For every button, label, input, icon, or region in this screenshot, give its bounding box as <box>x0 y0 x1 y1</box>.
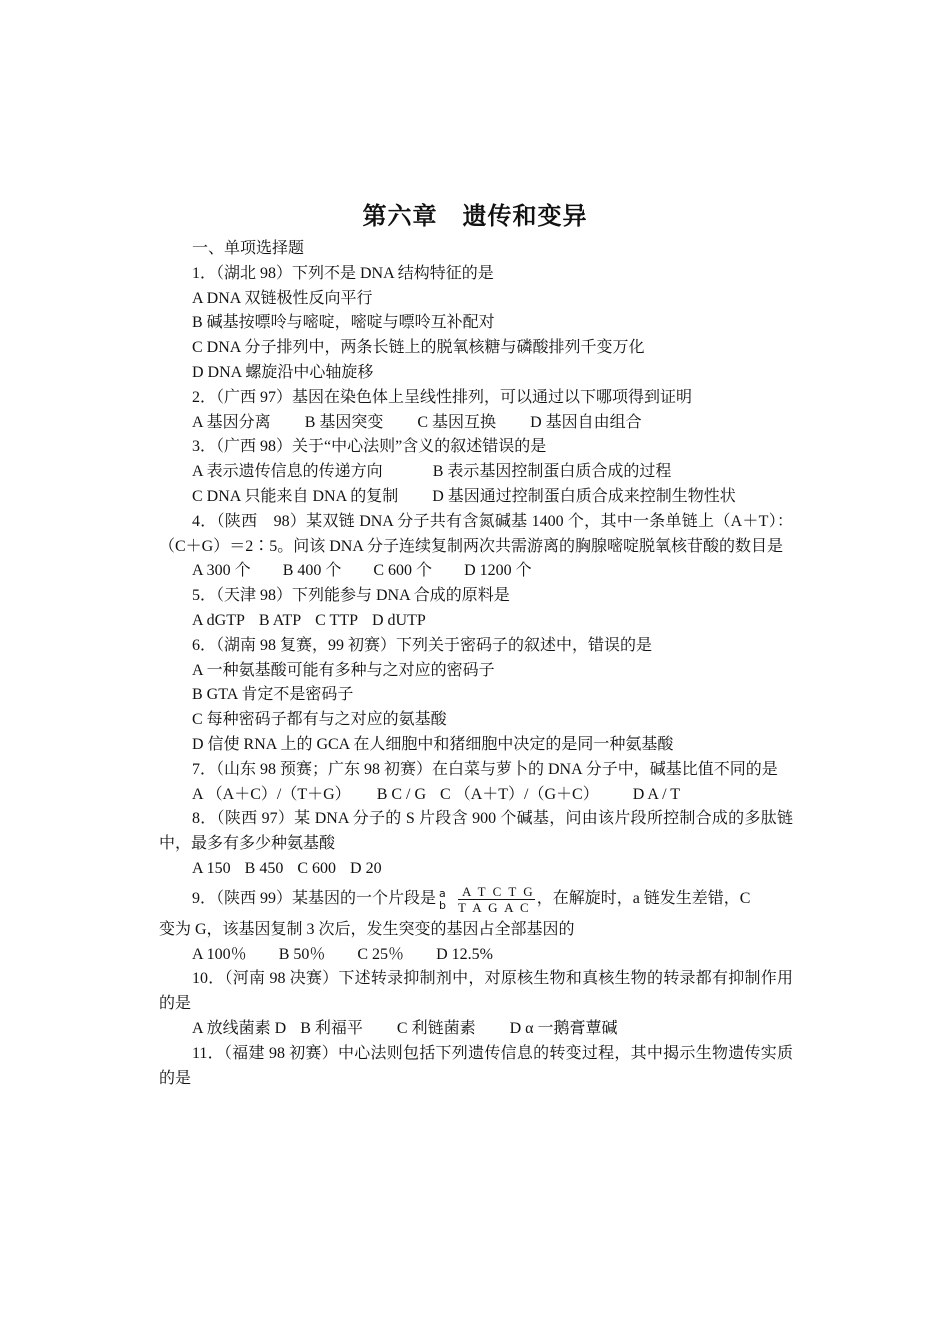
q8-option-a: A 150 <box>192 859 231 877</box>
q10-option-b: B 利福平 <box>300 1019 363 1037</box>
section-heading: 一、单项选择题 <box>192 240 305 257</box>
q7-options <box>159 783 793 808</box>
q7-option-a: A （A＋C）/（T＋G） <box>192 785 351 803</box>
q5-option-b: B ATP <box>258 611 302 629</box>
q3-option-c: C DNA 只能来自 DNA 的复制 <box>192 487 399 505</box>
q9-stem-after: ，在解旋时，a 链发生差错，C <box>536 890 751 908</box>
q2-option-b: B 基因突变 <box>304 413 384 431</box>
q5-option-d: D dUTP <box>371 611 426 629</box>
q3-option-b: B 表示基因控制蛋白质合成的过程 <box>432 463 672 481</box>
q8-options <box>159 857 793 882</box>
q9-stem-cont: 变为 G，该基因复制 3 次后，发生突变的基因占全部基因的 <box>159 920 575 938</box>
q1-option-c: C DNA 分子排列中，两条长链上的脱氧核糖与磷酸排列千变万化 <box>192 339 645 357</box>
q1-stem: 1．（湖北 98）下列不是 DNA 结构特征的是 <box>192 264 494 282</box>
strand-b-sequence: T A G A C <box>458 900 531 916</box>
q6-option-d: D 信使 RNA 上的 GCA 在人细胞中和猪细胞中决定的是同一种氨基酸 <box>192 735 674 753</box>
q5-stem: 5．（天津 98）下列能参与 DNA 合成的原料是 <box>192 587 510 605</box>
q4-option-a: A 300 个 <box>192 562 251 580</box>
q6-option-c: C 每种密码子都有与之对应的氨基酸 <box>192 711 447 729</box>
q10-option-c: C 利链菌素 <box>396 1019 476 1037</box>
q2-option-c: C 基因互换 <box>417 413 497 431</box>
q10-option-d: D α 一鹅膏蕈碱 <box>509 1019 618 1037</box>
q7-option-b: B C / G <box>376 785 427 803</box>
q9-options <box>159 943 793 968</box>
q2-options <box>159 411 793 436</box>
q5-option-c: C TTP <box>315 611 358 629</box>
q10-options <box>159 1017 793 1042</box>
q1-option-a: A DNA 双链极性反向平行 <box>192 289 373 307</box>
q9-option-b: B 50％ <box>278 945 326 963</box>
q3-options-row2 <box>159 485 793 510</box>
q8-option-d: D 20 <box>350 859 382 877</box>
dna-fragment-figure <box>439 884 535 915</box>
q9-stem <box>159 882 793 918</box>
strand-b-label: b <box>439 898 446 912</box>
strand-a-sequence: A T C T G <box>458 884 535 900</box>
q6-stem: 6．（湖南 98 复赛，99 初赛）下列关于密码子的叙述中，错误的是 <box>192 636 653 654</box>
q2-option-d: D 基因自由组合 <box>530 413 642 431</box>
q9-option-c: C 25％ <box>357 945 405 963</box>
question-list <box>159 237 793 1091</box>
q3-option-a: A 表示遗传信息的传递方向 <box>192 463 383 481</box>
q10-stem: 10．（河南 98 决赛）下述转录抑制剂中，对原核生物和真核生物的转录都有抑制作用的是 <box>159 970 793 1013</box>
q4-option-d: D 1200 个 <box>464 562 532 580</box>
q3-stem: 3．（广西 98）关于“中心法则”含义的叙述错误的是 <box>192 438 547 456</box>
q10-option-a: A 放线菌素 D <box>192 1019 287 1037</box>
q7-stem: 7．（山东 98 预赛；广东 98 初赛）在白菜与萝卜的 DNA 分子中，碱基比值不同的是 <box>192 760 778 778</box>
chapter-title: 第六章 遗传和变异 <box>362 204 588 230</box>
strand-a-label: a <box>439 886 446 900</box>
q4-options <box>159 559 793 584</box>
q11-stem: 11．（福建 98 初赛）中心法则包括下列遗传信息的转变过程，其中揭示生物遗传实质的是 <box>159 1044 793 1087</box>
q7-option-d: D A / T <box>632 785 680 803</box>
q1-option-b: B 碱基按嘌呤与嘧啶，嘧啶与嘌呤互补配对 <box>192 314 495 332</box>
q1-option-d: D DNA 螺旋沿中心轴旋移 <box>192 363 374 381</box>
q2-option-a: A 基因分离 <box>192 413 271 431</box>
q4-option-c: C 600 个 <box>373 562 433 580</box>
q2-stem: 2．（广西 97）基因在染色体上呈线性排列，可以通过以下哪项得到证明 <box>192 388 693 406</box>
q8-stem: 8．（陕西 97）某 DNA 分子的 S 片段含 900 个碱基，问由该片段所控制合成的多肽链中，最多有多少种氨基酸 <box>159 810 793 853</box>
q7-option-c: C （A＋T）/（G＋C） <box>440 785 599 803</box>
q5-option-a: A dGTP <box>192 611 245 629</box>
q8-option-c: C 600 <box>297 859 337 877</box>
q9-option-d: D 12.5% <box>436 945 493 963</box>
q3-option-d: D 基因通过控制蛋白质合成来控制生物性状 <box>432 487 736 505</box>
q4-option-b: B 400 个 <box>282 562 342 580</box>
q6-option-a: A 一种氨基酸可能有多种与之对应的密码子 <box>192 661 495 679</box>
q4-stem: 4．（陕西 98）某双链 DNA 分子共有含氮碱基 1400 个，其中一条单链上（A＋T）：（C＋G）＝2∶5。问该 DNA 分子连续复制两次共需游离的胸腺嘧啶脱氧核苷酸的数目是 <box>159 512 793 555</box>
q3-options-row1 <box>159 460 793 485</box>
q9-option-a: A 100％ <box>192 945 247 963</box>
q9-stem-before: 9．（陕西 99）某基因的一个片段是 <box>192 890 437 908</box>
q6-option-b: B GTA 肯定不是密码子 <box>192 686 354 704</box>
q8-option-b: B 450 <box>244 859 284 877</box>
q5-options <box>159 609 793 634</box>
